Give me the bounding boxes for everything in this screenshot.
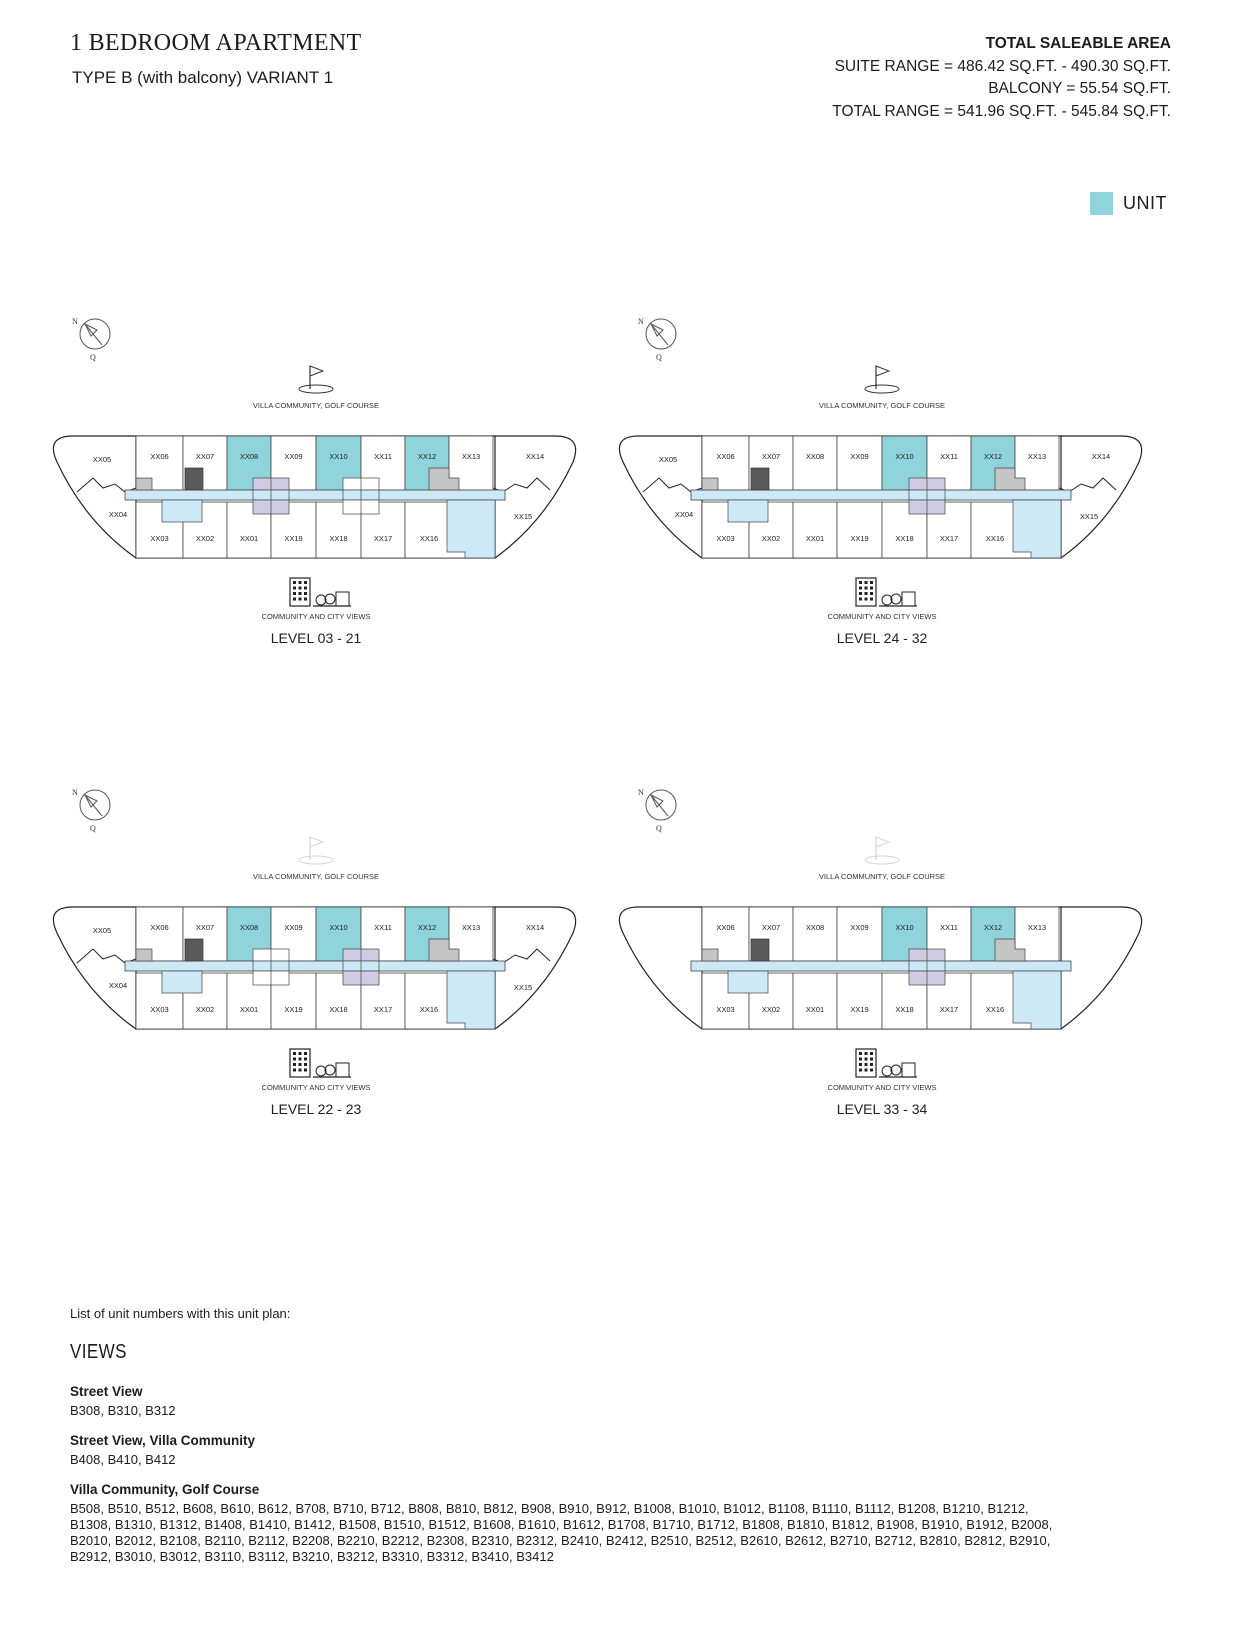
- view-group-units: B308, B310, B312: [70, 1403, 176, 1418]
- unit-label: XX11: [374, 452, 392, 461]
- unit-label: XX17: [939, 1005, 959, 1014]
- unit-cell: [793, 973, 837, 1029]
- floor-plan-svg: [611, 312, 1171, 652]
- unit-label: XX16: [419, 534, 439, 543]
- plan-graphics: [53, 317, 575, 646]
- compass-north-label: N: [72, 788, 78, 797]
- bottom-view-label: COMMUNITY AND CITY VIEWS: [261, 612, 371, 621]
- unit-label: XX14: [525, 923, 545, 932]
- floor-plan-svg: [45, 312, 605, 652]
- unit-label: XX06: [716, 452, 735, 461]
- unit-label: XX19: [850, 534, 869, 543]
- compass-north-label: N: [638, 317, 644, 326]
- unit-label: XX18: [329, 534, 348, 543]
- unit-list-intro: List of unit numbers with this unit plan:: [70, 1306, 291, 1321]
- unit-label: XX16: [985, 1005, 1005, 1014]
- unit-label: XX09: [284, 452, 303, 461]
- unit-label: XX03: [716, 534, 735, 543]
- unit-label: XX05: [658, 455, 678, 464]
- unit-label: XX13: [1027, 923, 1047, 932]
- city-building-icon: [856, 578, 917, 606]
- compass-icon: [638, 317, 676, 362]
- balcony-area: BALCONY = 55.54 SQ.FT.: [988, 80, 1171, 97]
- unit-label: XX07: [761, 452, 781, 461]
- unit-label: XX17: [373, 534, 393, 543]
- unit-label: XX10: [895, 452, 914, 461]
- unit-label: XX03: [150, 1005, 169, 1014]
- top-view-label: VILLA COMMUNITY, GOLF COURSE: [818, 872, 946, 881]
- compass-south-label: Q: [90, 353, 96, 362]
- unit-label: XX08: [239, 923, 259, 932]
- unit-label: XX06: [716, 923, 735, 932]
- unit-label: XX08: [805, 923, 825, 932]
- bottom-view-label: COMMUNITY AND CITY VIEWS: [827, 1083, 937, 1092]
- unit-cell: [837, 973, 882, 1029]
- level-label: LEVEL 33 - 34: [836, 1101, 928, 1117]
- unit-label: XX12: [417, 452, 437, 461]
- compass-north-label: N: [72, 317, 78, 326]
- corridor: [691, 490, 1071, 500]
- unit-label: XX02: [761, 1005, 781, 1014]
- level-label: LEVEL 03 - 21: [270, 630, 362, 646]
- top-view-label: VILLA COMMUNITY, GOLF COURSE: [818, 401, 946, 410]
- view-group-name: Street View, Villa Community: [70, 1433, 256, 1448]
- compass-icon: [72, 788, 110, 833]
- corridor: [125, 961, 505, 971]
- saleable-area-block: [832, 33, 1171, 123]
- unit-label: XX09: [850, 923, 869, 932]
- legend: [1090, 192, 1167, 215]
- level-label: LEVEL 24 - 32: [836, 630, 928, 646]
- bottom-view-label: COMMUNITY AND CITY VIEWS: [827, 612, 937, 621]
- unit-label: XX17: [939, 534, 959, 543]
- unit-label: XX06: [150, 452, 169, 461]
- floor-plan: [45, 783, 605, 1123]
- unit-label: XX15: [513, 512, 533, 521]
- plan-graphics: [619, 317, 1141, 646]
- total-range: TOTAL RANGE = 541.96 SQ.FT. - 545.84 SQ.FT.: [832, 102, 1171, 120]
- unit-label: XX02: [195, 534, 215, 543]
- view-group: [70, 1482, 1070, 1565]
- unit-label: XX12: [983, 923, 1003, 932]
- corridor: [125, 490, 505, 500]
- unit-label: XX01: [805, 534, 825, 543]
- unit-cell: [837, 907, 882, 961]
- compass-north-label: N: [638, 788, 644, 797]
- unit-label: XX15: [513, 983, 533, 992]
- unit-label: XX17: [373, 1005, 393, 1014]
- unit-label: XX13: [461, 923, 481, 932]
- area-heading: TOTAL SALEABLE AREA: [985, 35, 1171, 52]
- unit-label: XX19: [284, 1005, 303, 1014]
- plan-graphics: [619, 788, 1141, 1117]
- unit-label: XX15: [1079, 512, 1099, 521]
- city-building-icon: [290, 1049, 351, 1077]
- unit-label: XX03: [716, 1005, 735, 1014]
- unit-label: XX04: [108, 510, 128, 519]
- compass-south-label: Q: [656, 824, 662, 833]
- unit-label: XX12: [417, 923, 437, 932]
- unit-cell: [837, 436, 882, 490]
- unit-label: XX07: [761, 923, 781, 932]
- unit-label: XX04: [674, 510, 694, 519]
- level-label: LEVEL 22 - 23: [270, 1101, 362, 1117]
- unit-label: XX07: [195, 923, 215, 932]
- unit-label: XX06: [150, 923, 169, 932]
- floor-plan: [45, 312, 605, 652]
- golf-flag-icon: [299, 837, 333, 864]
- unit-label: XX04: [108, 981, 128, 990]
- unit-label: XX16: [985, 534, 1005, 543]
- floor-plan: [611, 312, 1171, 652]
- golf-flag-icon: [865, 837, 899, 864]
- unit-label: XX10: [329, 452, 348, 461]
- plan-graphics: [53, 788, 575, 1117]
- unit-label: XX19: [284, 534, 303, 543]
- corridor: [691, 961, 1071, 971]
- golf-flag-icon: [865, 366, 899, 393]
- unit-label: XX05: [92, 926, 112, 935]
- unit-list: [70, 1306, 1070, 1579]
- legend-label: UNIT: [1123, 193, 1167, 213]
- unit-label: XX02: [761, 534, 781, 543]
- top-view-label: VILLA COMMUNITY, GOLF COURSE: [252, 872, 380, 881]
- city-building-icon: [290, 578, 351, 606]
- unit-label: XX07: [195, 452, 215, 461]
- unit-label: XX14: [1091, 452, 1111, 461]
- page-title: 1 BEDROOM APARTMENT: [70, 30, 362, 56]
- legend-swatch: [1090, 192, 1113, 215]
- golf-flag-icon: [299, 366, 333, 393]
- unit-label: XX10: [895, 923, 914, 932]
- unit-label: XX16: [419, 1005, 439, 1014]
- unit-label: XX11: [940, 452, 958, 461]
- suite-range: SUITE RANGE = 486.42 SQ.FT. - 490.30 SQ.FT.: [834, 57, 1171, 75]
- unit-label: XX19: [850, 1005, 869, 1014]
- page-subtitle: TYPE B (with balcony) VARIANT 1: [72, 68, 334, 87]
- unit-label: XX12: [983, 452, 1003, 461]
- city-building-icon: [856, 1049, 917, 1077]
- unit-label: XX18: [895, 534, 914, 543]
- unit-label: XX14: [525, 452, 545, 461]
- floor-plan: [611, 783, 1171, 1123]
- view-group-name: Villa Community, Golf Course: [70, 1482, 260, 1497]
- floor-plan-svg: [45, 783, 605, 1123]
- compass-icon: [638, 788, 676, 833]
- view-group-units: B408, B410, B412: [70, 1452, 176, 1467]
- floor-plan-svg: [611, 783, 1171, 1123]
- unit-label: XX10: [329, 923, 348, 932]
- unit-label: XX11: [940, 923, 958, 932]
- unit-label: XX03: [150, 534, 169, 543]
- unit-cell: [837, 502, 882, 558]
- compass-south-label: Q: [90, 824, 96, 833]
- unit-cell: [793, 436, 837, 490]
- view-group: [70, 1384, 1070, 1419]
- unit-label: XX13: [461, 452, 481, 461]
- unit-label: XX18: [895, 1005, 914, 1014]
- view-group-units: B508, B510, B512, B608, B610, B612, B708, B710, B712, B808, B810, B812, B908, B910, B912, B1008, B1010, B1012, B1108, B1110, B1112, B1208, B1210, B1212, B1308, B1310, B1312, B1408, B1410, B1412, B1508, B1510, B1512, B1608, B1610, B1612, B1708, B1710, B1712, B1808, B1810, B1812, B1908, B1910, B1912, B2008, B2010, B2012, B2108, B2110, B2112, B2208, B2210, B2212, B2308, B2310, B2312, B2410, B2412, B2510, B2512, B2610, B2612, B2710, B2712, B2810, B2812, B2910, B2912, B3010, B3012, B3110, B3112, B3210, B3212, B3310, B3312, B3410, B3412: [70, 1501, 1053, 1564]
- unit-label: XX08: [805, 452, 825, 461]
- unit-label: XX01: [239, 534, 259, 543]
- unit-label: XX05: [92, 455, 112, 464]
- top-view-label: VILLA COMMUNITY, GOLF COURSE: [252, 401, 380, 410]
- unit-label: XX01: [239, 1005, 259, 1014]
- unit-cell: [793, 907, 837, 961]
- compass-south-label: Q: [656, 353, 662, 362]
- unit-cell: [793, 502, 837, 558]
- bottom-view-label: COMMUNITY AND CITY VIEWS: [261, 1083, 371, 1092]
- unit-label: XX09: [284, 923, 303, 932]
- unit-label: XX11: [374, 923, 392, 932]
- unit-label: XX09: [850, 452, 869, 461]
- unit-label: XX01: [805, 1005, 825, 1014]
- view-group-name: Street View: [70, 1384, 143, 1399]
- unit-label: XX08: [239, 452, 259, 461]
- unit-label: XX18: [329, 1005, 348, 1014]
- compass-icon: [72, 317, 110, 362]
- views-heading: VIEWS: [70, 1341, 127, 1363]
- unit-label: XX13: [1027, 452, 1047, 461]
- unit-label: XX02: [195, 1005, 215, 1014]
- view-group: [70, 1433, 1070, 1468]
